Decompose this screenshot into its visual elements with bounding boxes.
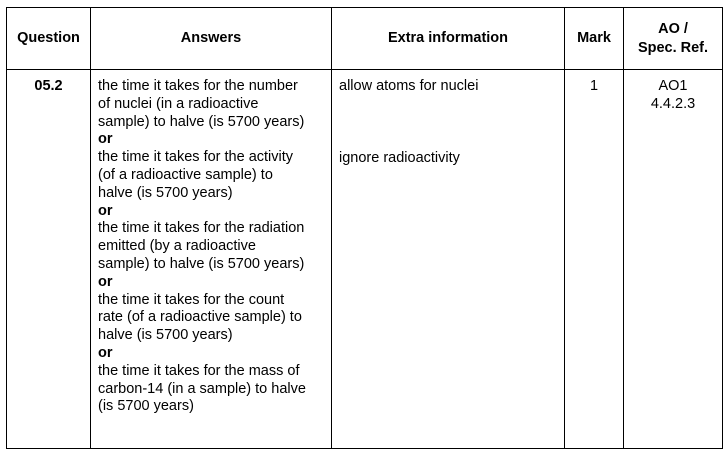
answer-3-line-2: emitted (by a radioactive — [98, 238, 256, 255]
answer-4-line-2: rate (of a radioactive sample) to — [98, 309, 302, 326]
ao-value: AO1 — [658, 78, 688, 94]
answer-4-line-3: halve (is 5700 years) — [98, 327, 233, 344]
extra-note-radioactivity: ignore radioactivity — [339, 149, 460, 166]
extra-information-header: Extra information — [332, 8, 565, 70]
table-row — [7, 70, 723, 449]
or-separator: or — [98, 202, 113, 219]
answer-5-line-3: (is 5700 years) — [98, 398, 194, 415]
answers-header: Answers — [91, 8, 332, 70]
or-separator: or — [98, 273, 113, 290]
ao-spec-ref-header — [624, 8, 723, 70]
answer-1-line-1: the time it takes for the number — [98, 78, 298, 94]
answer-2-line-1: the time it takes for the activity — [98, 149, 294, 166]
answers-cell — [91, 70, 332, 449]
answer-3-line-3: sample) to halve (is 5700 years) — [98, 255, 305, 272]
answer-5-line-2: carbon-14 (in a sample) to halve — [98, 380, 306, 397]
mark-header: Mark — [565, 8, 624, 70]
answer-3-line-1: the time it takes for the radiation — [98, 220, 305, 237]
answer-1-line-2: of nuclei (in a radioactive — [98, 95, 259, 112]
ao-header-line: AO / — [658, 20, 688, 37]
extra-information-cell — [332, 70, 565, 449]
answer-2-line-2: (of a radioactive sample) to — [98, 166, 273, 183]
answer-2-line-3: halve (is 5700 years) — [98, 184, 233, 201]
spec-ref-header-line: Spec. Ref. — [637, 39, 709, 56]
extra-note-atoms: allow atoms for nuclei — [339, 78, 479, 94]
or-separator: or — [98, 344, 113, 361]
question-number: 05.2 — [7, 70, 91, 449]
question-header: Question — [7, 8, 91, 70]
answer-5-line-1: the time it takes for the mass of — [98, 362, 300, 379]
mark-scheme-table — [6, 7, 723, 449]
mark-value: 1 — [565, 70, 624, 449]
or-separator: or — [98, 131, 113, 148]
spec-ref-value: 4.4.2.3 — [650, 95, 696, 112]
ao-spec-ref-cell — [624, 70, 723, 449]
answer-1-line-3: sample) to halve (is 5700 years) — [98, 113, 305, 130]
answer-4-line-1: the time it takes for the count — [98, 291, 285, 308]
header-row — [7, 8, 723, 70]
